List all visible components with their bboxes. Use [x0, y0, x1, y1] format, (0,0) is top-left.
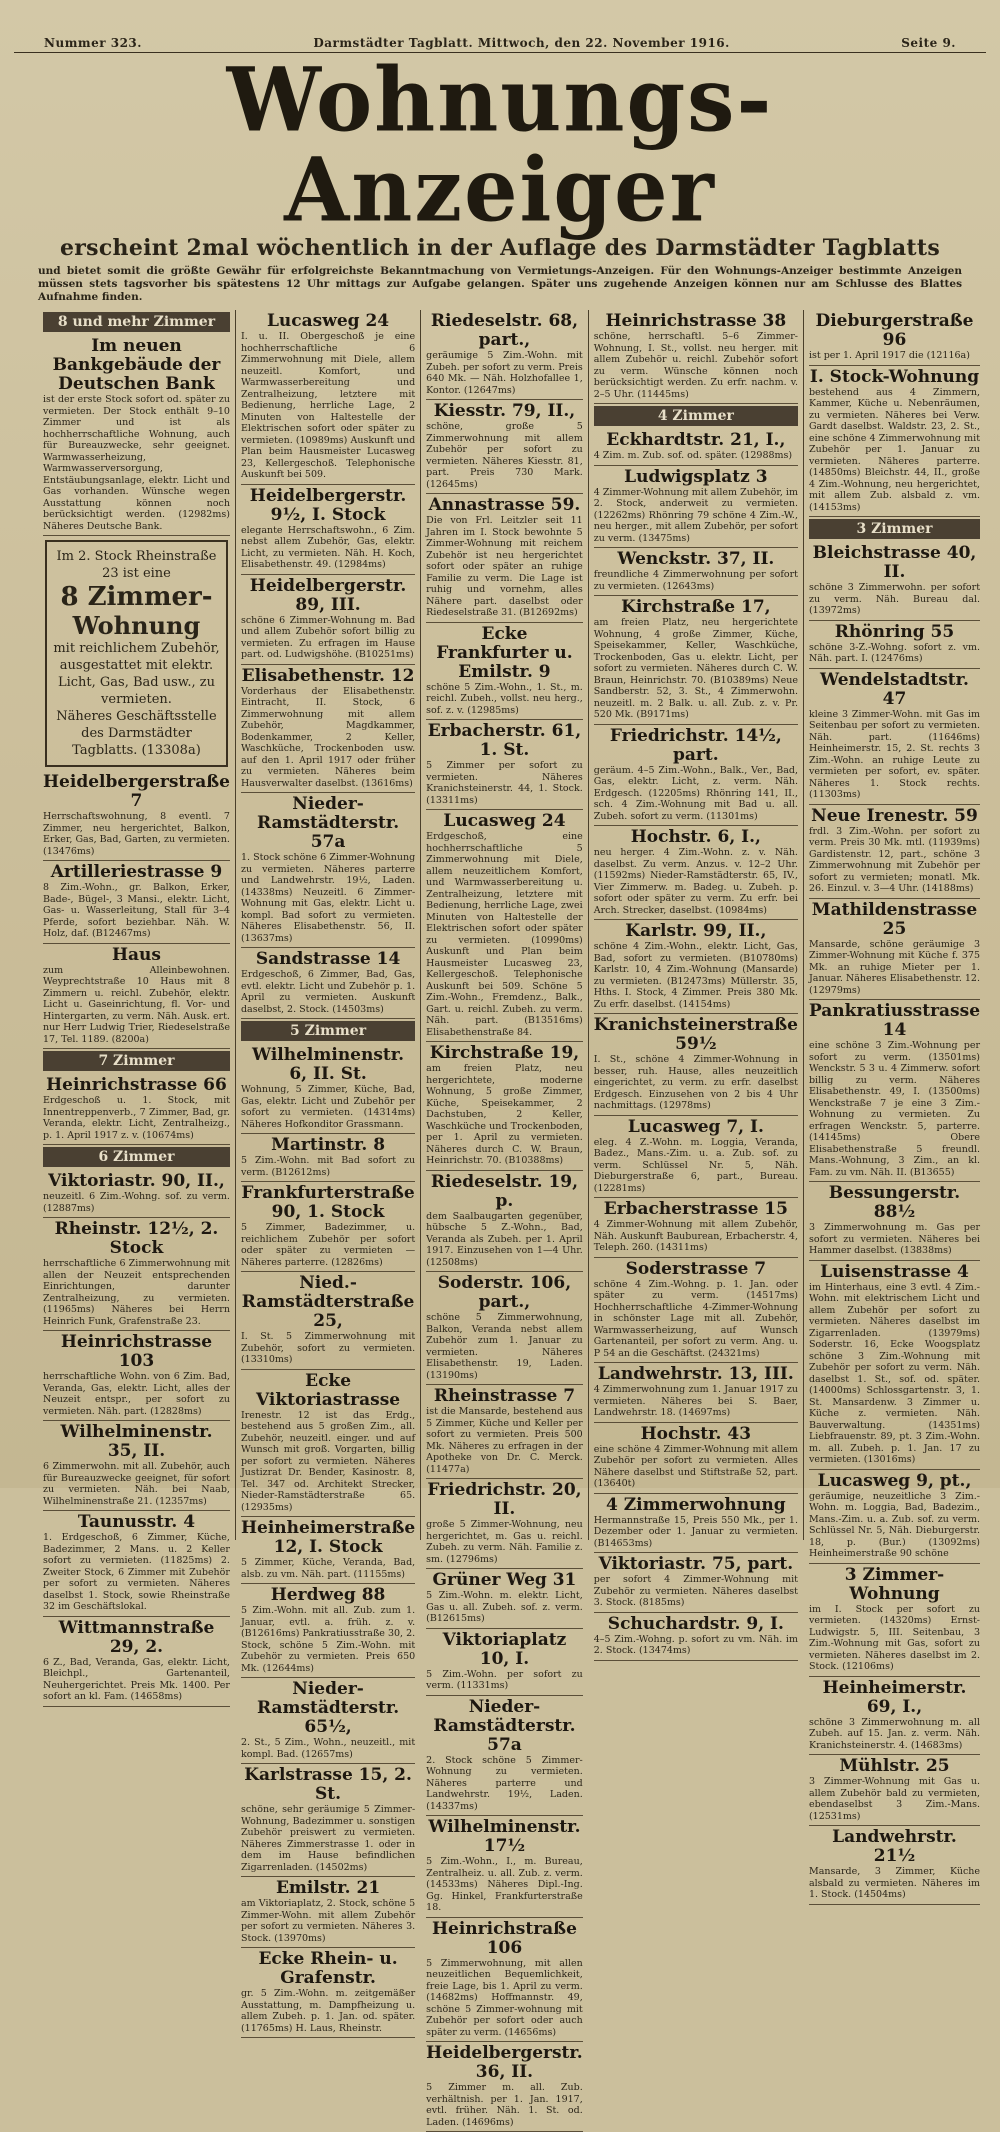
classified-ad — [809, 1470, 980, 1564]
ad-heading: Wittmannstraße 29, 2. — [58, 1617, 215, 1657]
ad-heading: Heinheimerstraße 12, I. Stock — [240, 1518, 416, 1557]
ad-heading: Wendelstadtstr. 47 — [820, 669, 969, 709]
section-heading: 7 Zimmer — [43, 1051, 230, 1071]
classified-ad — [426, 1696, 583, 1817]
boxed-ad-line: Näheres Geschäftsstelle des Darmstädter Tagblatts. (13308a) — [56, 709, 217, 758]
boxed-ad-line: Im 2. Stock Rheinstraße 23 ist eine — [56, 549, 217, 581]
ad-body: ist die Mansarde, bestehend aus 5 Zimmer, Küche und Keller per sofort zu vermieten. Preis 500 Mk. Näheres zu erfragen in der Apotheke von Dr. C. Merck. (11477a) — [426, 1406, 583, 1475]
ad-body: 2. St., 5 Zim., Wohn., neuzeitl., mit kompl. Bad. (12657ms) — [240, 1737, 416, 1760]
classified-ad — [426, 623, 583, 721]
ad-heading: Wilhelminenstr. 17½ — [428, 1817, 581, 1856]
column-4 — [589, 310, 804, 1656]
ad-body: eleg. 4 Z.-Wohn. m. Loggia, Veranda, Badez., Mans.-Zim. u. a. Zub. sof. zu verm. Schlüssel Nr. 5, Näh. Dieburgerstraße 6, part., Bureau. (12281ms) — [593, 1136, 798, 1194]
classified-ad — [43, 1421, 230, 1511]
ad-body: I. St. 5 Zimmerwohnung mit Zubehör, sofort zu vermieten. (13310ms) — [240, 1331, 416, 1365]
classified-ad — [594, 1363, 798, 1423]
ad-heading: Lucasweg 9, pt., — [817, 1470, 972, 1491]
ad-body: 5 Zim.-Wohn. m. elektr. Licht, Gas u. all. Zubeh. sof. z. verm. (B12615ms) — [426, 1590, 583, 1624]
ad-heading: Lucasweg 24 — [266, 311, 390, 331]
page-header — [14, 6, 986, 53]
ad-body: schöne 4 Zim.-Wohng. p. 1. Jan. oder später zu verm. (14517ms) Hochherrschaftliche 4-Zimmer-Wohnung in schönster Lage mit all. Zubehör, Warmwasserheizung, auf Wunsch Gartenanteil, per sofort zu verm. Ang. u. P 54 an die Geschäftst. (24321ms) — [593, 1278, 798, 1359]
classified-ad — [426, 1918, 583, 2043]
ad-heading: Ludwigsplatz 3 — [624, 466, 768, 487]
column-3 — [421, 310, 589, 2128]
ad-heading: Kiesstr. 79, II., — [433, 401, 576, 421]
ad-heading: Nieder-Ramstädterstr. 57a — [256, 794, 400, 852]
ad-heading: Riedeselstr. 68, part., — [430, 311, 579, 350]
ad-body: Erdgeschoß, 6 Zimmer, Bad, Gas, evtl. elektr. Licht und Zubehör p. 1. April zu vermieten. Auskunft daselbst, 2. Stock. (14503ms) — [240, 969, 416, 1015]
ad-heading: Rheinstr. 12½, 2. Stock — [54, 1219, 219, 1258]
ad-body: 5 Zim.-Wohn., I., m. Bureau, Zentralheiz. u. all. Zub. z. verm. (14533ms) Näheres Dipl.-Ing. Gg. Hinkel, Frankfurterstraße 18. — [426, 1856, 583, 1913]
ad-body: 4 Zim. m. Zub. sof. od. später. (12988ms) — [593, 450, 793, 461]
classified-ad — [43, 1617, 230, 1707]
classified-ad — [426, 1171, 583, 1273]
classified-ad — [594, 596, 798, 725]
ad-heading: Dieburgerstraße 96 — [815, 311, 974, 350]
intro-text: und bietet somit die größte Gewähr für erfolgreichste Bekanntmachung von Vermietungs-Anzeigen. Für den Wohnungs-Anzeiger bestimmte Anzeigen müssen stets tagsvorher bis spätestens 12 Uhr mittags zur Aufgabe gelangen. Später uns zugehende Anzeigen können nur am Schlusse des Blattes Aufnahme finden. — [38, 265, 962, 303]
column-5 — [804, 310, 985, 1900]
page-number: Seite 9. — [901, 36, 956, 50]
ad-heading: Haus — [111, 944, 161, 965]
ad-body: eine schöne 3 Zim.-Wohnung per sofort zu verm. (13501ms) Wenckstr. 5 3 u. 4 Zimmerw. sofort billig zu verm. Näheres Elisabethenstr. 49, I. (13500ms) Wenckstraße 7 je eine 3 Zim.-Wohnung zu vermieten. Zu erfragen Wenckstr. 5, parterre. (14145ms) Obere Elisabethenstraße 5 freundl. Mans.-Wohnung, 3 Zim., an kl. Fam. zu vm. Näh. II. (B13655) — [808, 1040, 981, 1178]
boxed-ad-line: 8 Zimmer- — [60, 582, 213, 612]
classified-ad — [43, 1170, 230, 1218]
classified-ad — [241, 1134, 415, 1182]
columns — [14, 310, 986, 2128]
ad-heading: Heidelbergerstr. 36, II. — [426, 2043, 583, 2082]
ad-body: geräumige 5 Zim.-Wohn. mit Zubeh. per sofort zu verm. Preis 640 Mk. — Näh. Holzhofallee 1, Kontor. (12647ms) — [426, 350, 583, 396]
ad-heading: Kranichsteinerstraße 59½ — [593, 1015, 798, 1054]
ad-heading: Im neuen Bankgebäude der Deutschen Bank — [52, 336, 221, 394]
classified-ad — [426, 1479, 583, 1569]
ad-body: 6 Zimmerwohn. mit all. Zubehör, auch für Bureauzwecke geeignet, für sofort zu vermieten. Näh. bei Naab, Wilhelminenstraße 21. (12357ms) — [43, 1461, 230, 1507]
ad-body: 4 Zimmer-Wohnung mit allem Zubehör, Näh. Auskunft Bauburean, Erbacherstr. 4, Teleph. 260. (14311ms) — [593, 1219, 798, 1253]
column-2 — [236, 310, 421, 2034]
ad-heading: Neue Irenestr. 59 — [811, 805, 978, 826]
classified-ad — [426, 400, 583, 494]
ad-heading: Kirchstraße 17, — [621, 597, 771, 617]
ad-heading: Landwehrstr. 21½ — [832, 1827, 957, 1866]
ad-heading: Ecke Rhein- u. Grafenstr. — [258, 1949, 398, 1988]
classified-ad — [594, 1613, 798, 1661]
ad-body: 1. Stock schöne 6 Zimmer-Wohnung zu vermieten. Näheres parterre und Landwehrstr. 19½, Laden. (14338ms) Neuzeitl. 6 Zimmer-Wohnung mit Gas, elektr. Licht u. kompl. Bad sofort zu vermieten. Näheres Elisabethenstr. 56, II. (13637ms) — [240, 852, 416, 944]
ad-body: 8 Zim.-Wohn., gr. Balkon, Erker, Bade-, Bügel-, 3 Mansi., elektr. Licht, Gas- u. Wasserleitung, Stall für 3–4 Pferde, sofort beziehbar. Näh. W. Holz, daf. (B12467ms) — [43, 882, 230, 939]
ad-body: 5 Zim.-Wohn. mit all. Zub. zum 1. Januar, evtl. a. früh. z. v. (B12616ms) Pankratiusstraße 30, 2. Stock, schöne 5 Zim.-Wohn. mit Zubehör zu vermieten. Preis 650 Mk. (12644ms) — [240, 1605, 416, 1674]
ad-body: 5 Zimmerwohnung, mit allen neuzeitlichen Bequemlichkeit, freie Lage, bis 1. April zu verm. (14682ms) Hoffmannstr. 49, schöne 5 Zimmer-wohnung mit Zubehör per sofort oder auch später zu verm. (14656ms) — [426, 1957, 583, 2038]
ad-heading: Schuchardstr. 9, I. — [607, 1613, 784, 1634]
ad-body: dem Saalbaugarten gegenüber, hübsche 5 Z.-Wohn., Bad, Veranda als Zubeh. per 1. April 1917. Einzusehen von 1—4 Uhr. (12508ms) — [426, 1210, 583, 1268]
classified-ad — [426, 1042, 583, 1171]
ad-heading: Heidelbergerstraße 7 — [43, 772, 230, 811]
ad-heading: Soderstrasse 7 — [625, 1258, 767, 1279]
ad-heading: Soderstr. 106, part., — [437, 1273, 572, 1312]
classified-ad — [809, 621, 980, 669]
classified-ad — [426, 1629, 583, 1696]
ad-body: schöne, sehr geräumige 5 Zimmer-Wohnung, Badezimmer u. sonstigen Zubehör preiswert zu vermieten. Näheres Zimmerstrasse 1. oder in dem im Hause befindlichen Zigarrenladen. (14502ms) — [240, 1804, 416, 1873]
ad-body: zum Alleinbewohnen. Weyprechtstraße 10 Haus mit 8 Zimmern u. reichl. Zubehör, elektr. Licht u. Gaseinrichtung, fl. Vor- und Hintergarten, zu verm. Näh. Ausk. ert. nur Herr Ludwig Trier, Riedeselstraße 17, Tel. 1189. (8200a) — [43, 964, 230, 1045]
ad-heading: Wenckstr. 37, II. — [617, 549, 775, 569]
ad-body: am freien Platz, neu hergerichtete Wohnung, 4 große Zimmer, Küche, Speisekammer, Keller, Waschküche, Trockenboden, Gas u. elektr. Licht, per sofort zu vermieten. Näheres durch C. W. Braun, Heinrichstr. 70. (B10389ms) Neue Sandberstr. 52, 3. St., 4 Zimmerwohn. neuzeitl. m. 2 Balk. u. all. Zub. z. v. Pr. 520 Mk. (B9171ms) — [593, 617, 798, 720]
ad-body: Hermannstraße 15, Preis 550 Mk., per 1. Dezember oder 1. Januar zu vermieten. (B14653ms) — [593, 1514, 798, 1549]
classified-ad — [594, 1258, 798, 1364]
ad-body: neu herger. 4 Zim.-Wohn. z. v. Näh. daselbst. Zu verm. Anzus. v. 12–2 Uhr. (11592ms) Nieder-Ramstädterstr. 65, IV., Vier Zimmerw. m. Badeg. u. Zubeh. p. sofort oder später zu verm. Zu erfr. bei Arch. Strecker, daselbst. (10984ms) — [593, 847, 798, 916]
ad-body: schöne 4 Zim.-Wohn., elektr. Licht, Gas, Bad, sofort zu vermieten. (B10780ms) Karlstr. 10, 4 Zim.-Wohnung (Mansarde) zu vermieten. (B12473ms) Müllerstr. 35, Hths. I. Stock, 4 Zimmer. Preis 380 Mk. Zu erfr. daselbst. (14154ms) — [593, 941, 798, 1010]
ad-body: Wohnung, 5 Zimmer, Küche, Bad, Gas, elektr. Licht und Zubehör per sofort zu vermieten. (14314ms) Näheres Hofkonditor Grassmann. — [240, 1084, 416, 1130]
ad-body: 1. Erdgeschoß, 6 Zimmer, Küche, Badezimmer, 2 Mans. u. 2 Keller sofort zu vermieten. (11825ms) 2. Zweiter Stock, 6 Zimmer mit Zubehör per sofort zu vermieten. Näheres daselbst 1. Stock, sowie Rheinstraße 32 im Geschäftslokal. — [43, 1532, 230, 1612]
ad-body: Vorderhaus der Elisabethenstr. Eintracht, II. Stock, 6 Zimmerwohnung mit allem Zubehör, Magdkammer, Bodenkammer, 2 Keller, Waschküche, Trockenboden usw. auf den 1. April 1917 oder früher zu vermieten. Näheres beim Hausverwalter daselbst. (13616ms) — [240, 685, 416, 789]
classified-ad — [43, 1074, 230, 1145]
boxed-ad-line: mit reichlichem Zubehör, ausgestattet mit elektr. Licht, Gas, Bad usw., zu vermieten. — [53, 641, 220, 707]
ad-body: 3 Zimmerwohnung m. Gas per sofort zu vermieten. Näheres bei Hammer daselbst. (13838ms) — [808, 1222, 981, 1256]
ad-body: Mansarde, schöne geräumige 3 Zimmer-Wohnung mit Küche f. 375 Mk. an ruhige Mieter per 1. Januar. Näheres Elisabethenstr. 12. (12979ms) — [808, 938, 981, 996]
publication-line: Darmstädter Tagblatt. Mittwoch, den 22. November 1916. — [313, 36, 730, 50]
ad-body: ist per 1. April 1917 die (12116a) — [808, 350, 970, 361]
classified-ad — [241, 1517, 415, 1584]
classified-ad — [809, 1677, 980, 1756]
ad-heading: Erbacherstr. 61, 1. St. — [427, 721, 582, 760]
ad-heading: Frankfurterstraße 90, 1. Stock — [241, 1183, 415, 1222]
ad-body: schöne 5 Zim.-Wohn., 1. St., m. reichl. Zubeh., vollst. neu herg., sof. z. v. (12985ms) — [426, 681, 583, 716]
ad-body: Mansarde, 3 Zimmer, Küche alsbald zu vermieten. Näheres im 1. Stock. (14504ms) — [808, 1866, 981, 1900]
ad-body: geräum. 4–5 Zim.-Wohn., Balk., Ver., Bad, Gas, elektr. Licht, z. verm. Näh. Erdgesch. (12205ms) Rhönring 141, II., sch. 4 Zim.-Wohnung mit Bad u. all. Zubeh. sofort zu verm. (11301ms) — [593, 764, 798, 822]
classified-ad — [809, 805, 980, 899]
ad-body: kleine 3 Zimmer-Wohn. mit Gas im Seitenbau per sofort zu vermieten. Näh. part. (11646ms) Heinheimerstr. 15, 2. St. rechts 3 Zim.-Wohn. an ruhige Leute zu vermieten per sofort, ev. später. Näheres 1. Stock rechts. (11303ms) — [808, 708, 981, 800]
classified-ad — [43, 335, 230, 536]
classified-ad — [241, 485, 415, 575]
ad-heading: Nied.-Ramstädterstraße 25, — [241, 1273, 415, 1331]
boxed-ad-line: Wohnung — [72, 611, 201, 640]
ad-heading: Elisabethenstr. 12 — [241, 665, 415, 686]
classified-ad — [594, 1116, 798, 1199]
ad-heading: Nieder-Ramstädterstr. 65½, — [256, 1679, 400, 1737]
section-heading: 6 Zimmer — [43, 1147, 230, 1167]
classified-ad — [809, 899, 980, 1001]
ad-heading: Heinheimerstr. 69, I., — [822, 1677, 967, 1717]
ad-body: neuzeitl. 6 Zim.-Wohng. sof. zu verm. (12887ms) — [43, 1191, 230, 1214]
issue-number: Nummer 323. — [44, 36, 142, 50]
ad-body: am freien Platz, neu hergerichtete, moderne Wohnung, 5 große Zimmer, Küche, Speisekammer, 2 Dachstuben, 2 Keller, Waschküche und Trockenboden, per 1. April zu vermieten. Näheres durch C. W. Braun, Heinrichstr. 70. (B10388ms) — [426, 1063, 583, 1166]
ad-heading: Heinrichstrasse 66 — [46, 1075, 227, 1095]
classified-ad — [809, 1826, 980, 1905]
section-heading: 4 Zimmer — [594, 406, 798, 426]
ad-heading: Viktoriastr. 90, II., — [48, 1171, 225, 1191]
classified-ad — [594, 429, 798, 466]
ad-heading: I. Stock-Wohnung — [809, 366, 980, 387]
ad-heading: Rheinstrasse 7 — [433, 1386, 576, 1406]
ad-heading: Riedeselstr. 19, p. — [430, 1171, 579, 1211]
section-heading: 8 und mehr Zimmer — [43, 312, 230, 332]
ad-body: ist der erste Stock sofort od. später zu vermieten. Der Stock enthält 9–10 Zimmer und ist als hochherrschaftliche Wohnung, auch für Bureauzwecke, sehr geeignet. Warmwasserheizung, Warmwasserversorgung, Entstäubungsanlage, elektr. Licht und Gas vorhanden. Wünsche wegen Ausstattung können noch berücksichtigt werden. (12982ms) Näheres Deutsche Bank. — [43, 394, 230, 532]
ad-heading: Rhönring 55 — [834, 621, 955, 642]
classified-ad — [594, 1494, 798, 1554]
classified-ad — [594, 1014, 798, 1116]
classified-ad — [241, 310, 415, 485]
ad-heading: Nieder-Ramstädterstr. 57a — [433, 1696, 576, 1755]
classified-ad — [241, 1584, 415, 1678]
ad-heading: Mathildenstrasse 25 — [811, 899, 978, 939]
classified-ad — [241, 1182, 415, 1272]
ad-heading: Wilhelminenstr. 35, II. — [60, 1422, 213, 1461]
ad-heading: Bleichstrasse 40, II. — [812, 543, 977, 582]
ad-heading: Karlstr. 99, II., — [625, 921, 767, 941]
classified-ad — [43, 1331, 230, 1421]
ad-body: 5 Zimmer per sofort zu vermieten. Näheres Kranichsteinerstr. 44, 1. Stock. (13311ms) — [426, 760, 583, 806]
ad-body: im I. Stock per sofort zu vermieten. (14320ms) Ernst-Ludwigstr. 5, III. Seitenbau, 3 Zim.-Wohnung mit Gas, sofort zu vermieten. Näheres daselbst im 2. Stock. (12106ms) — [808, 1603, 981, 1672]
ad-heading: Erbacherstrasse 15 — [603, 1199, 788, 1219]
ad-body: Erdgeschoß u. 1. Stock, mit Innentreppenverb., 7 Zimmer, Bad, gr. Veranda, elektr. Licht, Zentralheizg., p. 1. April 1917 z. v. (10674ms) — [43, 1095, 230, 1141]
ad-body: große 5 Zimmer-Wohnung, neu hergerichtet, m. Gas u. reichl. Zubeh. zu verm. Näh. Familie z. sm. (12796ms) — [426, 1519, 583, 1565]
classified-ad — [809, 1564, 980, 1677]
ad-body: 5 Zim.-Wohn. mit Bad sofort zu verm. (B12612ms) — [240, 1155, 416, 1178]
boxed-advertisement — [45, 540, 228, 767]
subtitle: erscheint 2mal wöchentlich in der Auflage des Darmstädter Tagblatts — [59, 235, 941, 261]
classified-ad — [43, 1511, 230, 1617]
ad-body: schöne, große 5 Zimmerwohnung mit allem Zubehör per sofort zu vermieten. Näheres Kiesstr. 81, part. Preis 730 Mark. (12645ms) — [426, 421, 583, 490]
ad-heading: Heinrichstrasse 38 — [605, 311, 787, 331]
classified-ad — [426, 310, 583, 400]
classified-ad — [241, 665, 415, 794]
ad-heading: Grüner Weg 31 — [432, 1570, 577, 1590]
ad-heading: Luisenstrasse 4 — [820, 1261, 969, 1282]
classified-ad — [43, 861, 230, 944]
ad-heading: Friedrichstr. 20, II. — [427, 1480, 582, 1519]
classified-ad — [809, 1182, 980, 1261]
classified-ad — [43, 944, 230, 1050]
ad-heading: Martinstr. 8 — [271, 1135, 386, 1155]
classified-ad — [809, 1755, 980, 1826]
ad-heading: Sandstrasse 14 — [255, 949, 401, 969]
ad-heading: Eckhardtstr. 21, I., — [606, 430, 786, 450]
classified-ad — [594, 548, 798, 596]
ad-heading: 3 Zimmer-Wohnung — [844, 1564, 945, 1604]
ad-heading: Karlstrasse 15, 2. St. — [244, 1765, 412, 1804]
ad-heading: Wilhelminenstr. 6, II. St. — [252, 1045, 405, 1084]
ad-body: 5 Zimmer m. all. Zub. verhältnish. per 1. Jan. 1917, evtl. früher. Näh. 1. St. od. Laden. (14696ms) — [426, 2082, 583, 2128]
ad-heading: 4 Zimmerwohnung — [606, 1494, 786, 1515]
ad-heading: Artilleriestrasse 9 — [50, 862, 223, 882]
ad-heading: Herdweg 88 — [270, 1585, 386, 1605]
ad-heading: Viktoriaplatz 10, I. — [442, 1629, 567, 1669]
ad-body: eine schöne 4 Zimmer-Wohnung mit allem Zubehör per sofort zu vermieten. Alles Nähere daselbst und Stiftstraße 52, part. (13640t) — [593, 1443, 798, 1489]
ad-body: bestehend aus 4 Zimmern, Kammer, Küche u. Nebenräumen, zu vermieten. Näheres bei Verw. Gardt daselbst. Waldstr. 23, 2. St., eine schöne 4 Zimmerwohnung mit Zubehör per 1. Januar zu vermieten. Näheres parterre. (14850ms) Bleichstr. 44, II., große 4 Zim.-Wohnung, neu hergerichtet, mit allem Zub. alsbald z. vm. (14153ms) — [808, 386, 981, 513]
ad-body: 4 Zimmerwohnung zum 1. Januar 1917 zu vermieten. Näheres bei S. Baer, Landwehrstr. 18. (14697ms) — [593, 1384, 798, 1418]
classified-ad — [426, 720, 583, 810]
ad-body: geräumige, neuzeitliche 3 Zim.-Wohn. m. Loggia, Bad, Badezim., Mans.-Zim. u. a. Zub. sof. zu verm. Schlüssel Nr. 5, Näh. Dieburgerstr. 18, p. (Bur.) (13092ms) Heinheimerstraße 90 schöne — [808, 1490, 981, 1559]
classified-ad — [594, 466, 798, 549]
classified-ad — [241, 1678, 415, 1764]
ad-body: I. u. II. Obergeschoß je eine hochherrschaftliche 6 Zimmerwohnung mit Diele, allem neuzeitl. Komfort, und Warmwasserbereitung und Zentralheizung, letztere mit Bedienung, herrliche Lage, 2 Minuten von Haltestelle der Elektrischen sofort oder später zu vermieten. (10989ms) Auskunft und Plan beim Hausmeister Lucasweg 23, Kellergeschoß. Telephonische Auskunft bei 509. — [240, 331, 416, 480]
classified-ad — [241, 1877, 415, 1948]
section-heading: 5 Zimmer — [241, 1021, 415, 1041]
ad-heading: Kirchstraße 19, — [429, 1043, 580, 1063]
classified-ad — [426, 2042, 583, 2132]
ad-heading: Heidelbergerstr. 9½, I. Stock — [249, 485, 407, 525]
classified-ad — [241, 1044, 415, 1134]
classified-ad — [809, 669, 980, 805]
ad-body: herrschaftliche Wohn. von 6 Zim. Bad, Veranda, Gas, elektr. Licht, alles der Neuzeit entspr., per sofort zu vermieten. Näh. part. (12828ms) — [43, 1371, 230, 1417]
ad-body: Erdgeschoß, eine hochherrschaftliche 5 Zimmerwohnung mit Diele, allem neuzeitlichem Komfort, und Warmwasserbereitung u. Zentralheizung, letztere mit Bedienung, herrliche Lage, zwei Minuten von Haltestelle der Elektrischen sofort oder später zu vermieten. (10990ms) Auskunft und Plan beim Hausmeister Lucasweg 23, Kellergeschoß. Telephonische Auskunft bei 509. Schöne 5 Zim.-Wohn., Fremdenz., Balk., Gart. u. reichl. Zubeh. zu verm. Näh. part. (B13516ms) Elisabethenstraße 84. — [426, 831, 583, 1038]
ad-body: 2. Stock schöne 5 Zimmer-Wohnung zu vermieten. Näheres parterre und Landwehrstr. 19½, Laden. (14337ms) — [426, 1754, 583, 1812]
ad-heading: Landwehrstr. 13, III. — [597, 1364, 794, 1384]
classified-ad — [809, 310, 980, 366]
classified-ad — [594, 1553, 798, 1613]
classified-ad — [241, 1948, 415, 2038]
classified-ad — [241, 1764, 415, 1877]
classified-ad — [809, 1000, 980, 1182]
ad-body: schöne 6 Zimmer-Wohnung m. Bad und allem Zubehör sofort billig zu vermieten. Zu erfragen im Hause part. od. Ludwigshöhe. (B10251ms) — [240, 614, 416, 660]
ad-heading: Lucasweg 24 — [443, 811, 566, 831]
classified-ad — [426, 494, 583, 623]
classified-ad — [426, 1272, 583, 1385]
classified-ad — [426, 1569, 583, 1629]
ad-heading: Hochstr. 6, I., — [630, 827, 761, 847]
ad-body: herrschaftliche 6 Zimmerwohnung mit allen der Neuzeit entsprechenden Einrichtungen, darunter Zentralheizung, zu vermieten. (11965ms) Näheres bei Herrn Heinrich Funk, Grafenstraße 23. — [43, 1258, 230, 1327]
ad-heading: Heinrichstraße 106 — [431, 1918, 577, 1958]
classified-ad — [809, 366, 980, 518]
ad-body: freundliche 4 Zimmerwohnung per sofort zu vermieten. (12643ms) — [593, 569, 798, 592]
classified-ad — [594, 1423, 798, 1494]
ad-body: frdl. 3 Zim.-Wohn. per sofort zu verm. Preis 30 Mk. mtl. (11939ms) Gardistenstr. 12, part., schöne 3 Zimmerwohnung mit Zubehör per sofort zu vermieten; monatl. Mk. 26. Einzul. v. 3—4 Uhr. (14188ms) — [808, 825, 981, 894]
section-heading: 3 Zimmer — [809, 519, 980, 539]
ad-heading: Mühlstr. 25 — [839, 1756, 950, 1776]
ad-heading: Pankratiusstrasse 14 — [808, 1001, 981, 1040]
classified-ad — [809, 542, 980, 621]
ad-body: I. St., schöne 4 Zimmer-Wohnung in besser, ruh. Hause, alles neuzeitlich eingerichtet, zu verm. zu erfr. daselbst Erdgesch. Einzusehen von 2 bis 4 Uhr nachmittags. (12978ms) — [593, 1054, 798, 1111]
classified-ad — [241, 1272, 415, 1370]
ad-body: Herrschaftswohnung, 8 eventl. 7 Zimmer, neu hergerichtet, Balkon, Erker, Gas, Bad, Garten, zu vermieten. (13476ms) — [43, 811, 230, 857]
ad-body: Irenestr. 12 ist das Erdg., bestehend aus 5 großen Zim., all. Zubehör, neuzeitl. einger. und auf Wunsch mit groß. Vorgarten, billig per sofort zu vermieten. Näheres Justizrat Dr. Bender, Kasinostr. 8, Tel. 347 od. Architekt Strecker, Nieder-Ramstädterstraße 65. (12935ms) — [240, 1409, 416, 1513]
ad-heading: Bessungerstr. 88½ — [828, 1183, 961, 1222]
ad-body: 5 Zimmer, Badezimmer, u. reichlichem Zubehör per sofort oder später zu vermieten — Näheres parterre. (12826ms) — [240, 1222, 416, 1268]
ad-body: 5 Zimmer, Küche, Veranda, Bad, alsb. zu vm. Näh. part. (11155ms) — [240, 1557, 416, 1580]
classified-ad — [594, 826, 798, 920]
ad-heading: Friedrichstr. 14½, part. — [609, 725, 782, 765]
classified-ad — [809, 1261, 980, 1470]
ad-body: schöne 3 Zimmerwohn. per sofort zu verm. Näh. Bureau dal. (13972ms) — [808, 582, 981, 616]
classified-ad — [426, 1816, 583, 1918]
classified-ad — [594, 310, 798, 404]
classified-ad — [426, 810, 583, 1042]
ad-heading: Taunusstr. 4 — [77, 1512, 196, 1532]
ad-heading: Heinrichstrasse 103 — [60, 1332, 213, 1371]
ad-heading: Hochstr. 43 — [640, 1423, 752, 1444]
ad-heading: Emilstr. 21 — [275, 1878, 381, 1898]
ad-body: Die von Frl. Leitzler seit 11 Jahren im I. Stock bewohnte 5 Zimmer-Wohnung mit reichem Zubehör ist neu hergerichtet sofort oder später an ruhige Familie zu verm. Die Lage ist ruhig und vornehm, alles Nähere part. daselbst oder Riedeselstraße 31. (B12692ms) — [426, 515, 583, 618]
ad-body: 5 Zim.-Wohn. per sofort zu verm. (11331ms) — [426, 1668, 583, 1691]
classified-ad — [426, 1385, 583, 1479]
column-1 — [38, 310, 236, 1702]
ad-body: schöne 3 Zimmerwohnung m. all Zubeh. auf 15. Jan. z. verm. Näh. Kranichsteinerstr. 4. (14683ms) — [808, 1716, 981, 1751]
ad-heading: Heidelbergerstr. 89, III. — [249, 575, 407, 615]
ad-body: schöne 3-Z.-Wohng. sofort z. vm. Näh. part. I. (12476ms) — [808, 641, 981, 664]
ad-body: gr. 5 Zim.-Wohn. m. zeitgemäßer Ausstattung, m. Dampfheizung u. allem Zubeh. p. 1. Jan. od. später. (11765ms) H. Laus, Rheinstr. — [240, 1988, 416, 2034]
classified-ad — [594, 725, 798, 827]
ad-body: 4 Zimmer-Wohnung mit allem Zubehör, im 2. Stock, anderweit zu vermieten. (12262ms) Rhönring 79 schöne 4 Zim.-W., neu herger., mit allem Zubehör, per sofort zu verm. (13475ms) — [593, 486, 798, 544]
ad-body: 6 Z., Bad, Veranda, Gas, elektr. Licht, Bleichpl., Gartenanteil, Neuhergerichtet. Preis Mk. 1400. Per sofort an kl. Fam. (14658ms) — [43, 1656, 230, 1702]
classified-ad — [43, 771, 230, 861]
ad-heading: Annastrasse 59. — [428, 495, 581, 515]
ad-heading: Viktoriastr. 75, part. — [598, 1554, 794, 1574]
ad-heading: Lucasweg 7, I. — [627, 1116, 764, 1137]
classified-ad — [241, 948, 415, 1019]
ad-body: 3 Zimmer-Wohnung mit Gas u. allem Zubehör bald zu vermieten, ebendaselbst 3 Zim.-Mans. (12531ms) — [808, 1776, 981, 1822]
ad-body: 4–5 Zim.-Wohng. p. sofort zu vm. Näh. im 2. Stock. (13474ms) — [593, 1633, 798, 1656]
classified-ad — [43, 1218, 230, 1331]
ad-body: per sofort 4 Zimmer-Wohnung mit Zubehör zu vermieten. Näheres daselbst 3. Stock. (8185ms) — [593, 1574, 798, 1608]
classified-ad — [241, 575, 415, 665]
ad-heading: Ecke Frankfurter u. Emilstr. 9 — [436, 623, 573, 682]
ad-body: am Viktoriaplatz, 2. Stock, schöne 5 Zimmer-Wohn. mit allem Zubehör per sofort zu vermieten. Näheres 3. Stock. (13970ms) — [240, 1898, 416, 1944]
masthead: Wohnungs-Anzeiger — [226, 47, 774, 242]
ad-body: im Hinterhaus, eine 3 evtl. 4 Zim.-Wohn. mit elektrischem Licht und allem Zubehör per sofort zu vermieten. Näheres daselbst im Zigarrenladen. (13979ms) Soderstr. 16, Ecke Woogsplatz schöne 3 Zim.-Wohnung mit Zubehör per sofort zu verm. Näh. daselbst 1. St., sof. od. später. (14000ms) Schlossgartenstr. 3, 1. St. Mansardenw. 3 Zimmer u. Küche z. vermieten. Näh. Bauverwaltung. (14351ms) Liebfrauenstr. 89, pt. 3 Zim.-Wohn. m. all. Zubeh. p. 1. Jan. 17 zu vermieten. (13016ms) — [808, 1281, 981, 1465]
ad-body: schöne 5 Zimmerwohnung, Balkon, Veranda nebst allem Zubehör zum 1. Januar zu vermieten. Näheres Elisabethenstr. 19, Laden. (13190ms) — [426, 1312, 583, 1381]
classified-ad — [594, 920, 798, 1014]
classified-ad — [241, 1370, 415, 1518]
classified-ad — [241, 793, 415, 948]
classified-ad — [594, 1198, 798, 1258]
ad-body: elegante Herrschaftswohn., 6 Zim. nebst allem Zubehör, Gas, elektr. Licht, zu vermieten. Näh. H. Koch, Elisabethenstr. 49. (12984ms) — [240, 524, 416, 570]
ad-body: schöne, herrschaftl. 5–6 Zimmer-Wohnung, I. St., vollst. neu herger. mit allem Zubehör u. reichl. Zubehör sofort zu verm. Wünsche können noch berücksichtigt werden. Zu erfr. nachm. v. 2–5 Uhr. (11445ms) — [593, 331, 798, 400]
ad-heading: Ecke Viktoriastrasse — [256, 1370, 401, 1410]
